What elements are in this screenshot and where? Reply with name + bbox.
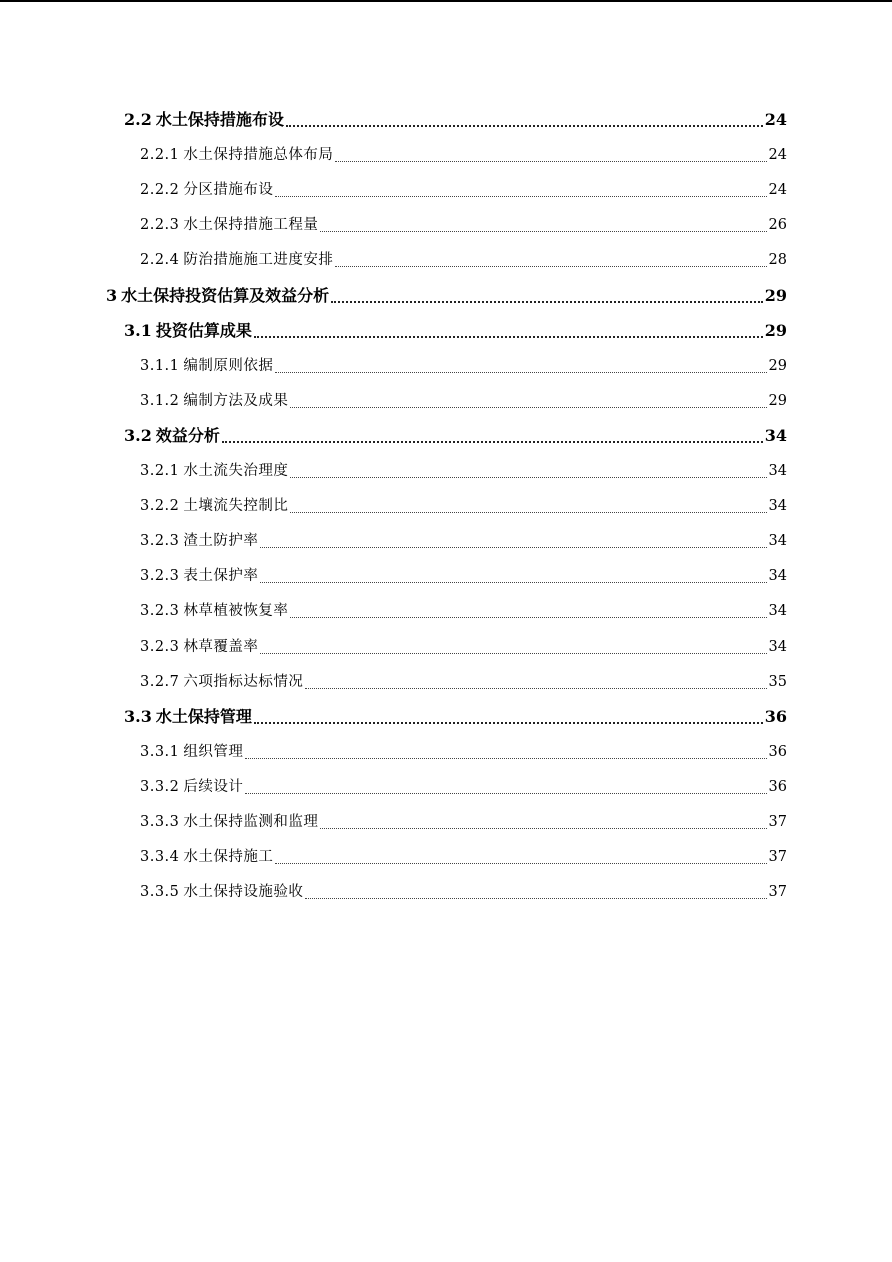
toc-dot-leader bbox=[290, 400, 766, 408]
toc-entry-title: 水土保持投资估算及效益分析 bbox=[121, 285, 330, 305]
toc-entry-page-number: 34 bbox=[768, 603, 787, 620]
toc-entry[interactable] bbox=[140, 670, 787, 694]
toc-entry-number: 3.1.2 bbox=[140, 392, 180, 409]
toc-entry-number: 2.2.1 bbox=[140, 147, 180, 164]
toc-entry-title: 土壤流失控制比 bbox=[183, 498, 289, 515]
toc-entry-page-number: 34 bbox=[768, 533, 787, 550]
toc-dot-leader bbox=[290, 610, 766, 618]
toc-entry-number: 2.2.4 bbox=[140, 252, 180, 269]
toc-entry-page-number: 24 bbox=[768, 182, 787, 199]
toc-dot-leader bbox=[254, 329, 763, 338]
toc-entry-page-number: 36 bbox=[768, 778, 787, 795]
toc-dot-leader bbox=[305, 681, 766, 689]
toc-entry[interactable] bbox=[124, 319, 787, 343]
toc-entry-title: 水土保持措施总体布局 bbox=[183, 147, 334, 164]
toc-entry-number: 2.2.3 bbox=[140, 217, 180, 234]
toc-entry-number: 3.2 bbox=[124, 425, 152, 445]
toc-entry[interactable] bbox=[124, 705, 787, 729]
toc-entry-page-number: 26 bbox=[768, 217, 787, 234]
toc-dot-leader bbox=[290, 470, 766, 478]
toc-entry-page-number: 24 bbox=[764, 110, 787, 129]
toc-dot-leader bbox=[275, 189, 766, 197]
toc-dot-leader bbox=[320, 821, 766, 829]
toc-entry-page-number: 35 bbox=[768, 673, 787, 690]
toc-entry-number: 3.2.3 bbox=[140, 638, 180, 655]
toc-entry-number: 3.1 bbox=[124, 320, 152, 340]
toc-entry[interactable] bbox=[140, 564, 787, 588]
toc-entry-title: 水土保持监测和监理 bbox=[183, 814, 319, 830]
toc-entry-title: 渣土防护率 bbox=[183, 533, 259, 550]
toc-entry[interactable] bbox=[140, 740, 787, 764]
toc-entry[interactable] bbox=[124, 108, 787, 132]
toc-entry-title: 编制原则依据 bbox=[183, 357, 274, 374]
toc-entry-title: 林草覆盖率 bbox=[183, 638, 259, 655]
toc-entry-number: 2.2.2 bbox=[140, 182, 180, 199]
toc-dot-leader bbox=[275, 856, 766, 864]
toc-entry-number: 3.3 bbox=[124, 706, 152, 726]
toc-entry-page-number: 29 bbox=[768, 392, 787, 409]
toc-entry[interactable] bbox=[124, 424, 787, 448]
toc-entry-title: 林草植被恢复率 bbox=[183, 603, 289, 620]
toc-entry-title: 防治措施施工进度安排 bbox=[183, 252, 334, 269]
page-top-border bbox=[0, 0, 892, 2]
toc-entry[interactable] bbox=[140, 880, 787, 904]
toc-entry-number: 3.2.1 bbox=[140, 463, 180, 479]
toc-entry-page-number: 34 bbox=[768, 463, 787, 479]
toc-entry[interactable] bbox=[140, 143, 787, 167]
toc-entry[interactable] bbox=[140, 635, 787, 659]
toc-entry[interactable] bbox=[140, 494, 787, 518]
toc-entry-page-number: 34 bbox=[768, 568, 787, 585]
toc-entry[interactable] bbox=[140, 248, 787, 272]
toc-entry-number: 3.3.3 bbox=[140, 814, 180, 830]
toc-entry-title: 效益分析 bbox=[155, 425, 220, 445]
toc-entry[interactable] bbox=[140, 389, 787, 413]
toc-entry-title: 水土保持措施布设 bbox=[155, 110, 284, 129]
toc-entry[interactable] bbox=[140, 529, 787, 553]
toc-dot-leader bbox=[320, 224, 766, 232]
toc-entry[interactable] bbox=[140, 599, 787, 623]
toc-entry-number: 2.2 bbox=[124, 110, 152, 129]
toc-dot-leader bbox=[305, 891, 766, 899]
toc-dot-leader bbox=[245, 751, 766, 759]
toc-entry-number: 3.3.5 bbox=[140, 884, 180, 901]
toc-entry-title: 六项指标达标情况 bbox=[183, 673, 304, 690]
toc-entry-page-number: 37 bbox=[768, 884, 787, 901]
toc-dot-leader bbox=[260, 575, 766, 583]
toc-dot-leader bbox=[254, 715, 763, 724]
toc-dot-leader bbox=[222, 434, 763, 443]
toc-entry-page-number: 34 bbox=[768, 498, 787, 515]
toc-dot-leader bbox=[260, 646, 766, 654]
toc-entry-number: 3.2.3 bbox=[140, 568, 180, 585]
toc-entry-title: 水土保持施工 bbox=[183, 849, 274, 866]
toc-dot-leader bbox=[331, 294, 763, 303]
toc-entry-number: 3.2.3 bbox=[140, 603, 180, 620]
toc-entry-page-number: 37 bbox=[768, 849, 787, 866]
toc-entry-page-number: 29 bbox=[768, 357, 787, 374]
toc-entry-title: 分区措施布设 bbox=[183, 182, 274, 199]
toc-entry-number: 3.2.3 bbox=[140, 533, 180, 550]
toc-entry-title: 水土保持措施工程量 bbox=[183, 217, 319, 234]
toc-entry[interactable] bbox=[140, 354, 787, 378]
toc-dot-leader bbox=[290, 505, 766, 513]
toc-entry-title: 编制方法及成果 bbox=[183, 392, 289, 409]
toc-entry-page-number: 34 bbox=[764, 425, 787, 445]
toc-entry-number: 3.3.1 bbox=[140, 743, 180, 760]
toc-entry-page-number: 34 bbox=[768, 638, 787, 655]
toc-dot-leader bbox=[245, 786, 766, 794]
toc-entry[interactable] bbox=[140, 810, 787, 834]
toc-dot-leader bbox=[286, 118, 763, 127]
toc-entry-page-number: 36 bbox=[768, 743, 787, 760]
toc-entry-title: 投资估算成果 bbox=[155, 320, 252, 340]
toc-entry[interactable] bbox=[140, 845, 787, 869]
toc-dot-leader bbox=[260, 540, 766, 548]
toc-dot-leader bbox=[275, 365, 766, 373]
toc-entry[interactable] bbox=[140, 775, 787, 799]
toc-entry-page-number: 28 bbox=[768, 252, 787, 269]
toc-entry-page-number: 29 bbox=[764, 285, 787, 305]
toc-entry-title: 水土保持设施验收 bbox=[183, 884, 304, 901]
toc-entry[interactable] bbox=[106, 284, 787, 308]
toc-entry-title: 组织管理 bbox=[183, 743, 244, 760]
toc-entry[interactable] bbox=[140, 459, 787, 483]
toc-entry-title: 水土保持管理 bbox=[155, 706, 252, 726]
toc-entry-page-number: 29 bbox=[764, 320, 787, 340]
toc-entry-page-number: 37 bbox=[768, 814, 787, 830]
toc-dot-leader bbox=[335, 154, 766, 162]
toc-entry-page-number: 36 bbox=[764, 706, 787, 726]
toc-entry-title: 后续设计 bbox=[183, 778, 244, 795]
toc-entry[interactable] bbox=[140, 178, 787, 202]
toc-entry-title: 表土保护率 bbox=[183, 568, 259, 585]
toc-entry-number: 3 bbox=[106, 285, 118, 305]
toc-entry[interactable] bbox=[140, 213, 787, 237]
toc-entry-number: 3.2.2 bbox=[140, 498, 180, 515]
toc-dot-leader bbox=[335, 259, 766, 267]
toc-entry-number: 3.2.7 bbox=[140, 673, 180, 690]
toc-entry-number: 3.3.2 bbox=[140, 778, 180, 795]
toc-entry-number: 3.1.1 bbox=[140, 357, 180, 374]
toc-entry-title: 水土流失治理度 bbox=[183, 463, 289, 479]
toc-entry-number: 3.3.4 bbox=[140, 849, 180, 866]
toc-entry-page-number: 24 bbox=[768, 147, 787, 164]
